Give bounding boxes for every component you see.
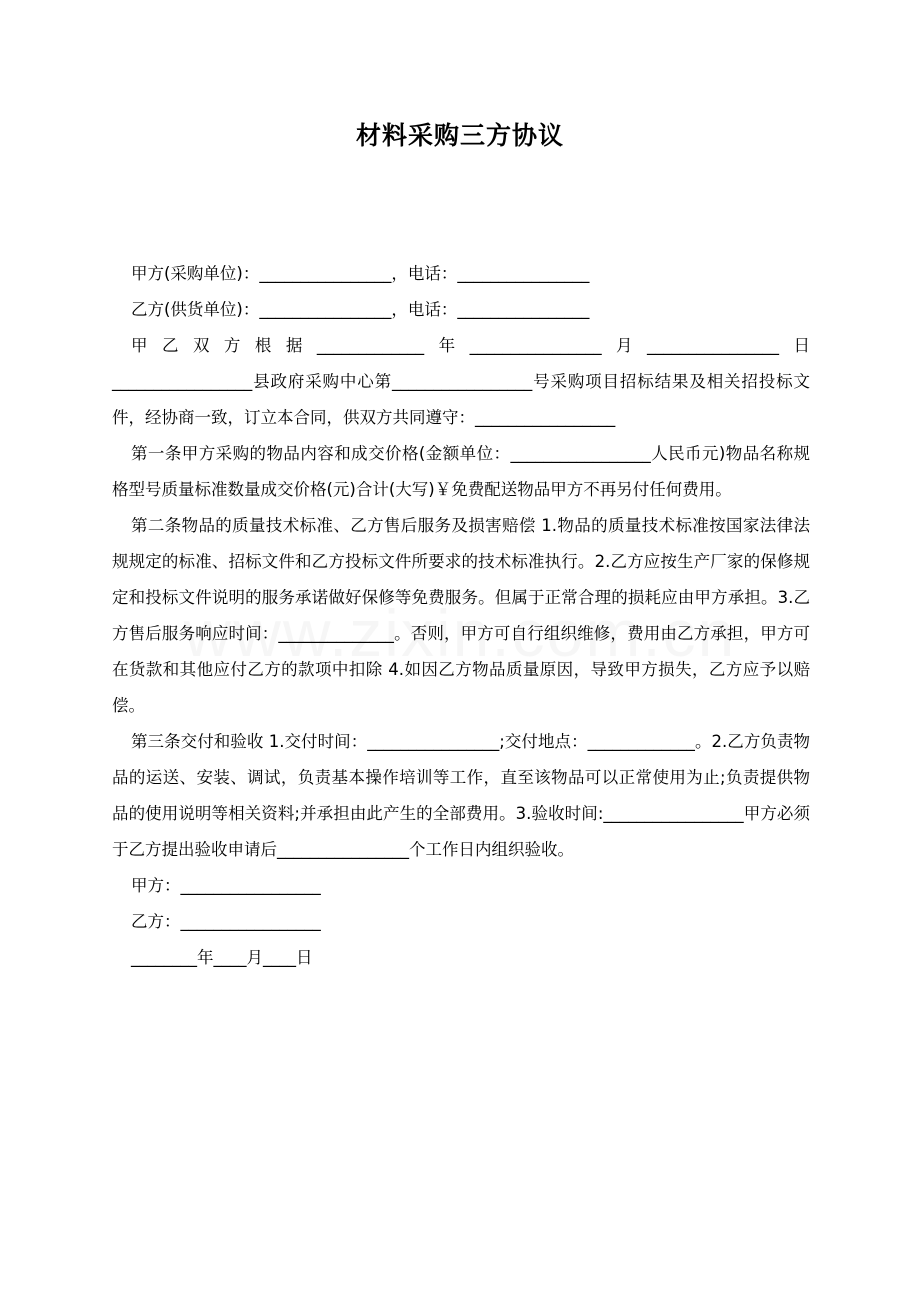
basis-date-line: 甲乙双方根据_____________年________________月________________日 [131,336,810,355]
document-title: 材料采购三方协议 [355,121,564,150]
party-a-line: 甲方(采购单位)：________________，电话：________________ [131,264,590,283]
party-a-signature: 甲方：_________________ [131,876,321,895]
basis-paragraph: _________________县政府采购中心第_________________号采购项目招标结果及相关招投标文件，经协商一致，订立本合同，供双方共同遵守：_________________ [112,372,810,427]
party-b-signature: 乙方：_________________ [131,912,321,931]
article-three: 第三条交付和验收 1.交付时间：________________;交付地点：_____________。2.乙方负责物品的运送、安装、调试，负责基本操作培训等工作，直至该物品可以正常使用为止;负责提供物品的使用说明等相关资料;并承担由此产生的全部费用。3.验收时间:_________________甲方必须于乙方提出验收申请后________________个工作日内组织验收。 [112,732,810,859]
signing-date: ________年____月____日 [131,948,313,967]
document-body [112,256,810,976]
party-b-line: 乙方(供货单位)：________________，电话：________________ [131,300,590,319]
article-two: 第二条物品的质量技术标准、乙方售后服务及损害赔偿 1.物品的质量技术标准按国家法律法规规定的标准、招标文件和乙方投标文件所要求的技术标准执行。2.乙方应按生产厂家的保修规定和投标文件说明的服务承诺做好保修等免费服务。但属于正常合理的损耗应由甲方承担。3.乙方售后服务响应时间：______________。否则，甲方可自行组织维修，费用由乙方承担，甲方可在货款和其他应付乙方的款项中扣除 4.如因乙方物品质量原因，导致甲方损失，乙方应予以赔偿。 [112,516,810,715]
article-one: 第一条甲方采购的物品内容和成交价格(金额单位：_________________人民币元)物品名称规格型号质量标准数量成交价格(元)合计(大写)￥免费配送物品甲方不再另付任何费用。 [112,444,810,499]
